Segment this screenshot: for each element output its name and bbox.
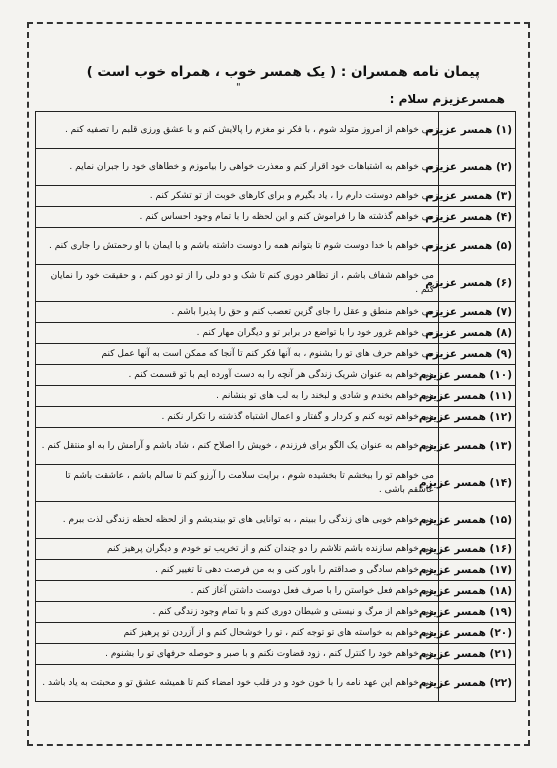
pledge-label: (۲) همسر عزیزم: [439, 149, 516, 186]
pledge-text: می خواهم گذشته ها را فراموش کنم و این لحظه را با تمام وجود احساس کنم .: [36, 207, 439, 228]
pledge-table: [35, 111, 516, 702]
pledge-text: می خواهم سادگی و صداقتم را باور کنی و به من فرصت دهی تا تغییر کنم .: [36, 560, 439, 581]
pledge-text: می خواهم توبه کنم و کردار و گفتار و اعمال اشتباه گذشته را تکرار نکنم .: [36, 407, 439, 428]
pledge-label: (۱۵) همسر عزیزم: [439, 502, 516, 539]
pledge-row: [36, 112, 516, 149]
pledge-row: [36, 581, 516, 602]
pledge-label: (۳) همسر عزیزم: [439, 186, 516, 207]
pledge-label: (۱۸) همسر عزیزم: [439, 581, 516, 602]
pledge-label: (۲۰) همسر عزیزم: [439, 623, 516, 644]
pledge-text: می خواهم تو را ببخشم تا بخشیده شوم ، برایت سلامت را آرزو کنم تا سالم باشم ، عاشقت باشم تا عاشقم باشی .: [36, 465, 439, 502]
pledge-label: (۱۳) همسر عزیزم: [439, 428, 516, 465]
pledge-label: (۹) همسر عزیزم: [439, 344, 516, 365]
pledge-row: [36, 386, 516, 407]
pledge-text: می خواهم بخندم و شادی و لبخند را به لب های تو بنشانم .: [36, 386, 439, 407]
pledge-label: (۱) همسر عزیزم: [439, 112, 516, 149]
pledge-row: [36, 502, 516, 539]
pledge-label: (۱۰) همسر عزیزم: [439, 365, 516, 386]
pledge-row: [36, 323, 516, 344]
pledge-text: می خواهم با خدا دوست شوم تا بتوانم همه را دوست داشته باشم و با ایمان با او رحمتش را جاری کنم .: [36, 228, 439, 265]
pledge-text: می خواهم به عنوان یک الگو برای فرزندم ، خویش را اصلاح کنم ، شاد باشم و آرامش را به او منتقل کنم .: [36, 428, 439, 465]
pledge-row: [36, 407, 516, 428]
pledge-text: می خواهم از امروز متولد شوم ، با فکر نو مغزم را پالایش کنم و با عشق ورزی قلبم را تصفیه کنم .: [36, 112, 439, 149]
pledge-text: می خواهم غرور خود را با تواضع در برابر تو و دیگران مهار کنم .: [36, 323, 439, 344]
pledge-text: می خواهم فعل خواستن را با صرف فعل دوست داشتن آغاز کنم .: [36, 581, 439, 602]
pledge-label: (۱۷) همسر عزیزم: [439, 560, 516, 581]
pledge-label: (۵) همسر عزیزم: [439, 228, 516, 265]
pledge-row: [36, 428, 516, 465]
pledge-row: [36, 207, 516, 228]
pledge-row: [36, 365, 516, 386]
pledge-row: [36, 623, 516, 644]
pledge-label: (۴) همسر عزیزم: [439, 207, 516, 228]
pledge-text: می خواهم از مرگ و نیستی و شیطان دوری کنم و با تمام وجود زندگی کنم .: [36, 602, 439, 623]
pledge-label: (۲۱) همسر عزیزم: [439, 644, 516, 665]
pledge-text: می خواهم دوستت دارم را ، یاد بگیرم و برای کارهای خوبت از تو تشکر کنم .: [36, 186, 439, 207]
pledge-row: [36, 539, 516, 560]
pledge-row: [36, 560, 516, 581]
document-title: پیمان نامه همسران : ( یک همسر خوب ، همراه خوب است ): [86, 64, 480, 80]
pledge-row: [36, 149, 516, 186]
stray-mark: ": [236, 82, 242, 93]
pledge-text: می خواهم سازنده باشم تلاشم را دو چندان کنم و از تخریب تو خودم و دیگران پرهیز کنم: [36, 539, 439, 560]
pledge-label: (۲۲) همسر عزیزم: [439, 665, 516, 702]
pledge-text: می خواهم به عنوان شریک زندگی هر آنچه را به دست آورده ایم با تو قسمت کنم .: [36, 365, 439, 386]
pledge-label: (۱۱) همسر عزیزم: [439, 386, 516, 407]
pledge-row: [36, 602, 516, 623]
pledge-label: (۱۹) همسر عزیزم: [439, 602, 516, 623]
pledge-text: می خواهم به اشتباهات خود اقرار کنم و معذرت خواهی را بیاموزم و خطاهای خود را جبران نمایم .: [36, 149, 439, 186]
pledge-row: [36, 186, 516, 207]
pledge-row: [36, 302, 516, 323]
pledge-label: (۱۲) همسر عزیزم: [439, 407, 516, 428]
pledge-label: (۷) همسر عزیزم: [439, 302, 516, 323]
pledge-row: [36, 465, 516, 502]
pledge-text: می خواهم این عهد نامه را با خون خود و در قلب خود امضاء کنم تا همیشه عشق تو و محبتت به یاد باشد .: [36, 665, 439, 702]
pledge-row: [36, 665, 516, 702]
pledge-row: [36, 644, 516, 665]
pledge-text: می خواهم خوبی های زندگی را ببینم ، به توانایی های تو بیندیشم و از لحظه لحظه زندگی لذت ببرم .: [36, 502, 439, 539]
pledge-label: (۱۶) همسر عزیزم: [439, 539, 516, 560]
pledge-label: (۶) همسر عزیزم: [439, 265, 516, 302]
pledge-row: [36, 265, 516, 302]
pledge-text: می خواهم خود را کنترل کنم ، زود قضاوت نکنم و با صبر و حوصله حرفهای تو را بشنوم .: [36, 644, 439, 665]
pledge-text: می خواهم منطق و عقل را جای گزین تعصب کنم و حق را پذیرا باشم .: [36, 302, 439, 323]
pledge-text: می خواهم شفاف باشم ، از تظاهر دوری کنم تا شک و دو دلی را از تو دور کنم ، و حقیقت خود را نمایان کنم .: [36, 265, 439, 302]
pledge-label: (۱۴) همسر عزیزم: [439, 465, 516, 502]
pledge-text: می خواهم به خواسته های تو توجه کنم ، تو را خوشحال کنم و از آزردن تو پرهیز کنم: [36, 623, 439, 644]
greeting: همسرعزیزم سلام :: [389, 92, 505, 106]
pledge-row: [36, 344, 516, 365]
pledge-label: (۸) همسر عزیزم: [439, 323, 516, 344]
pledge-row: [36, 228, 516, 265]
pledge-text: می خواهم حرف های تو را بشنوم ، به آنها فکر کنم تا آنجا که ممکن است به آنها عمل کنم: [36, 344, 439, 365]
